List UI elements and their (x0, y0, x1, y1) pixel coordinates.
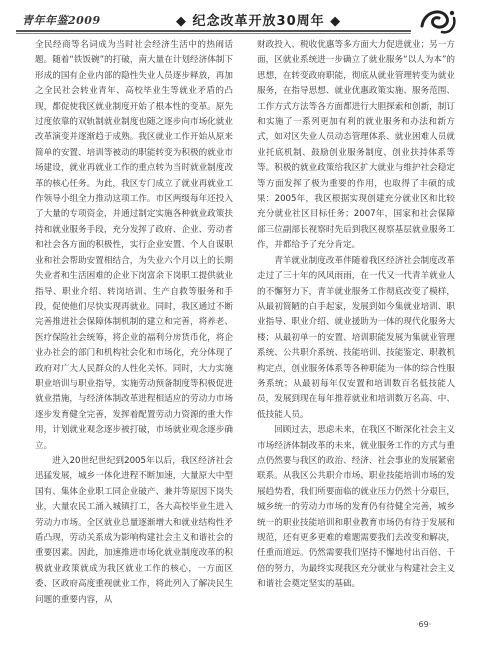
paragraph: 进入20世纪世纪到2005年以后，我区经济社会迅猛发展，城乡一体化进程不断加速，大量原大中型国有、集体企业职工同企业破产、兼并等原因下岗失业，大量农民工涌入城镇打工，各大高校毕业生进入劳动力市场。全区就业总量逐渐增大和就业结构性矛盾凸现，劳动关系成为影响构建社会主义和谐社会的重要因素。因此，加速推进市场化就业制度改革的积极就业政策就成为我区就业工作的核心，一方面区委、区政府高度重视就业工作，将此列入了解决民生问题的重要内容，从 (35, 455, 233, 605)
header-rule (16, 30, 411, 32)
page-header (16, 8, 464, 34)
page-number: ·69· (416, 620, 432, 629)
paragraph: 全民经商等名词成为当时社会经济生活中的热闹话题。随着“铁饭碗”的打破，南大量在计划经济体制下形成的国有企业内部的隐性失业人员逐步释放，再加之全民社会转业青年、高校毕业生等就业矛盾的凸现，都促使我区就业制度开始了根本性的变革。原先过度依靠的双轨制就业制度也随之逐步向市场化就业改革演变并逐渐趋于成熟。我区就业工作开始从原来简单的安置、培训等被动的职能转变为积极的就业市场建设，就业再就业工作的重点转为当时就业制度改革的核心任务。为此，我区专门成立了就业再就业工作领导小组全力推动这项工作。市区两级每年还投入了大量的专项资金，并通过制定实施各种就业政策扶持和就业服务手段，充分发挥了政府、企业、劳动者和社会各方面的积极性，实行企业安置、个人自谋职业和社会帮助安置相结合，为失业六个月以上的长期失业者和生活困难的企业下岗富余下岗职工提供就业指导、职业介绍、转岗培训、生产自救等服务和手段，促使他们尽快实现再就业。同时，我区通过不断完善推进社会保障体制机制的建立和完善，将养老、医疗保险社会统筹，将企业的福利分房货币化，将企业办社会的部门和机构社会化和市场化，充分体现了政府对广大人民群众的人性化关怀。同时，大力实施职业培训与职业指导，实施劳动预备制度等积极促进就业措施，与经济体制改革进程相适应的劳动力市场逐步发育健全完善，发挥着配置劳动力资源的重大作用，计划就业观念逐步被打破，市场就业观念逐步确立。 (35, 40, 233, 451)
article-body (35, 38, 455, 605)
paragraph: 青羊就业制度改革伴随着我区经济社会制度改革走过了三十年的风风雨雨，在一代又一代青羊就业人的不懈努力下，青羊就业服务工作彻底改变了模样，从最初简陋的白手起家，发展到如今集就业培训、职业指导、职业介绍、就业援助为一体的现代化服务大楼；从最初单一的安置、培训职能发展为集就业管理系统、公共职介系统、技能培训、技能鉴定、职教机构定点，创业服务体系等各种职能为一体的综合性服务系统；从最初每年仅安置和培训数百名低技能人员，发展到现在每年推荐就业和培训数万名高、中、低技能人员。 (257, 255, 455, 420)
yearbook-label: 青年年鉴2009 (22, 14, 101, 27)
left-column (35, 38, 233, 608)
right-column (257, 38, 455, 593)
section-title: ◆ 纪念改革开放30周年 ◆ (176, 14, 342, 29)
paragraph: 财政投入、税收优惠等多方面大力促进就业；另一方面，区就业系统进一步确立了就业服务“以人为本”的思想，在转变政府职能，彻底从就业管理转变为就业服务，在指导思想、就业优惠政策实施、服务范围、工作方式方法等各方面都进行大胆探索和创新，制订和实施了一系列更加有利的就业服务和办法和新方式，如对区失业人员动态管理体系、就业困难人员就业托底机制、鼓励创业服务制度、创业扶持体系等等。积极的就业政策给我区扩大就业与维护社会稳定等方面发挥了极为重要的作用，也取得了丰硕的成果：2005年，我区根据实现创建充分就业区和比较充分就业社区目标任务；2007年，国家和社会保障部三位副部长视察时先后到我区视察基层就业服务工作，并都给予了充分肯定。 (257, 40, 455, 251)
paragraph: 回顾过去，思虑未来，在我区不断深化社会主义市场经济体制改革的未来，就业服务工作的方式与重点仍然要与我区的政治、经济、社会事业的发展紧密联系。从我区公共职介市场、职业技能培训市场的发展趋势看，我们所要面临的就业压力仍然十分艰巨，城乡统一的劳动力市场的发育仍有待健全完善，城乡统一的职业技能培训和职业教育市场仍有待于发展和规范，还有更多更难的难题需要我们去改变和解决，任重而道远。仍然需要我们坚持不懈地付出百倍、千倍的努力，为最终实现我区充分就业与构建社会主义和谐社会奠定坚实的基础。 (257, 425, 455, 590)
swirl-logo-icon (418, 6, 458, 36)
header-rule-thin (16, 33, 411, 34)
